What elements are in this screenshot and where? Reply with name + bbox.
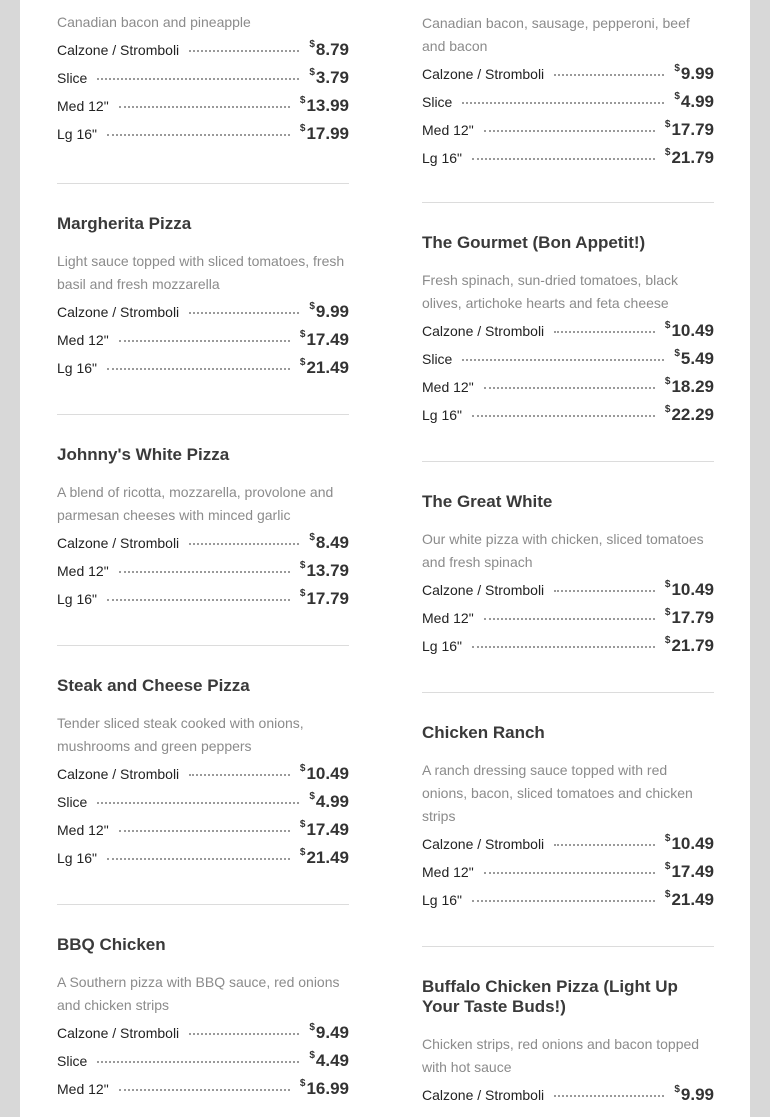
menu-item: [422, 233, 714, 433]
price-label: Slice: [57, 70, 88, 86]
price-label: Lg 16": [57, 360, 98, 376]
dot-leader: [189, 50, 299, 52]
dot-leader: [554, 590, 655, 592]
dot-leader: [484, 130, 655, 132]
price-row: [57, 96, 349, 124]
price: $4.99: [309, 791, 349, 811]
price: $22.29: [664, 404, 714, 424]
price-row: [422, 636, 714, 664]
price-row: [57, 533, 349, 561]
item-description: Our white pizza with chicken, sliced tomatoes and fresh spinach: [422, 531, 704, 570]
dot-leader: [119, 571, 290, 573]
price: $10.49: [664, 320, 714, 340]
price-label: Lg 16": [57, 591, 98, 607]
price-row: [57, 820, 349, 848]
price: $21.49: [664, 889, 714, 909]
price-row: [422, 1085, 714, 1113]
price-row: [422, 321, 714, 349]
price-row: [422, 64, 714, 92]
price-label: Slice: [57, 794, 88, 810]
dot-leader: [554, 74, 664, 76]
item-title: The Great White: [422, 492, 553, 511]
price-row: [422, 890, 714, 918]
menu-item: [57, 676, 349, 876]
price-row: [422, 608, 714, 636]
price-row: [57, 68, 349, 96]
price-label: Calzone / Stromboli: [422, 323, 545, 339]
price-label: Lg 16": [57, 850, 98, 866]
item-description: Chicken strips, red onions and bacon topped with hot sauce: [422, 1036, 700, 1075]
price: $8.49: [309, 532, 349, 552]
price-row: [57, 848, 349, 876]
dot-leader: [189, 1033, 299, 1035]
price: $17.79: [299, 588, 349, 608]
price-label: Calzone / Stromboli: [422, 582, 545, 598]
price-row: [57, 1023, 349, 1051]
price-row: [422, 862, 714, 890]
price-label: Med 12": [57, 98, 109, 114]
price-row: [57, 124, 349, 152]
price: $17.49: [299, 819, 349, 839]
price: $21.49: [299, 357, 349, 377]
price-label: Med 12": [422, 122, 474, 138]
item-description: A Southern pizza with BBQ sauce, red onions and chicken strips: [57, 974, 340, 1013]
price-row: [57, 358, 349, 386]
item-title: Chicken Ranch: [422, 723, 545, 742]
price-row: [57, 1079, 349, 1107]
menu-item: [422, 12, 714, 176]
dot-leader: [189, 774, 290, 776]
menu-item: [422, 492, 714, 664]
price: $17.49: [299, 329, 349, 349]
dot-leader: [107, 599, 290, 601]
price: $5.49: [674, 348, 714, 368]
price-label: Calzone / Stromboli: [422, 66, 545, 82]
price-label: Lg 16": [422, 638, 463, 654]
price: $10.49: [664, 833, 714, 853]
item-title: Margherita Pizza: [57, 214, 192, 233]
price-label: Slice: [422, 94, 453, 110]
price: $21.79: [664, 635, 714, 655]
dot-leader: [484, 387, 655, 389]
price: $16.99: [299, 1078, 349, 1098]
price-row: [422, 92, 714, 120]
price-row: [422, 377, 714, 405]
divider: [422, 202, 714, 203]
divider: [57, 645, 349, 646]
price: $13.99: [299, 95, 349, 115]
item-description: A ranch dressing sauce topped with red onions, bacon, sliced tomatoes and chicken strips: [422, 762, 693, 824]
price-row: [422, 120, 714, 148]
dot-leader: [189, 543, 299, 545]
dot-leader: [554, 844, 655, 846]
dot-leader: [119, 106, 290, 108]
item-description: Canadian bacon, sausage, pepperoni, beef and bacon: [422, 15, 690, 54]
dot-leader: [472, 900, 655, 902]
price-row: [57, 792, 349, 820]
dot-leader: [97, 78, 299, 80]
item-title: BBQ Chicken: [57, 935, 166, 954]
menu-item: [57, 445, 349, 617]
price: $9.99: [309, 301, 349, 321]
dot-leader: [554, 1095, 664, 1097]
dot-leader: [107, 134, 290, 136]
menu-item: [57, 11, 349, 152]
divider: [422, 692, 714, 693]
dot-leader: [189, 312, 299, 314]
divider: [57, 414, 349, 415]
price-label: Med 12": [422, 379, 474, 395]
price-row: [57, 302, 349, 330]
price: $13.79: [299, 560, 349, 580]
price-label: Calzone / Stromboli: [57, 304, 180, 320]
dot-leader: [119, 830, 290, 832]
price-row: [57, 589, 349, 617]
dot-leader: [97, 1061, 299, 1063]
price-row: [57, 1051, 349, 1079]
item-title: Steak and Cheese Pizza: [57, 676, 250, 695]
price-label: Lg 16": [422, 407, 463, 423]
dot-leader: [462, 359, 664, 361]
price-label: Calzone / Stromboli: [422, 1087, 545, 1103]
price: $10.49: [664, 579, 714, 599]
divider: [422, 946, 714, 947]
price-label: Med 12": [57, 563, 109, 579]
price-row: [57, 764, 349, 792]
price-label: Calzone / Stromboli: [422, 836, 545, 852]
price: $21.49: [299, 847, 349, 867]
price-row: [57, 40, 349, 68]
item-description: Canadian bacon and pineapple: [57, 14, 251, 30]
dot-leader: [484, 872, 655, 874]
divider: [57, 183, 349, 184]
price-label: Med 12": [422, 610, 474, 626]
item-description: Light sauce topped with sliced tomatoes, fresh basil and fresh mozzarella: [57, 253, 345, 292]
price: $9.99: [674, 1084, 714, 1104]
price-label: Calzone / Stromboli: [57, 766, 180, 782]
price-row: [422, 405, 714, 433]
item-description: A blend of ricotta, mozzarella, provolone and parmesan cheeses with minced garlic: [57, 484, 334, 523]
price: $9.49: [309, 1022, 349, 1042]
menu-item: [422, 977, 714, 1113]
dot-leader: [119, 340, 290, 342]
price: $3.79: [309, 67, 349, 87]
divider: [57, 904, 349, 905]
price: $4.99: [674, 91, 714, 111]
divider: [422, 461, 714, 462]
price-row: [422, 834, 714, 862]
price: $17.79: [664, 119, 714, 139]
dot-leader: [107, 858, 290, 860]
price: $10.49: [299, 763, 349, 783]
price-label: Med 12": [422, 864, 474, 880]
price-label: Med 12": [57, 1081, 109, 1097]
dot-leader: [97, 802, 299, 804]
price-label: Calzone / Stromboli: [57, 535, 180, 551]
dot-leader: [472, 646, 655, 648]
item-title: Buffalo Chicken Pizza (Light Up Your Taste Buds!): [422, 977, 678, 1016]
dot-leader: [107, 368, 290, 370]
price: $18.29: [664, 376, 714, 396]
menu-item: [57, 935, 349, 1107]
price: $17.79: [664, 607, 714, 627]
menu-item: [422, 723, 714, 918]
price: $8.79: [309, 39, 349, 59]
price-label: Calzone / Stromboli: [57, 1025, 180, 1041]
price-label: Lg 16": [422, 892, 463, 908]
item-title: The Gourmet (Bon Appetit!): [422, 233, 646, 252]
price-label: Calzone / Stromboli: [57, 42, 180, 58]
dot-leader: [554, 331, 655, 333]
price: $21.79: [664, 147, 714, 167]
price-row: [57, 330, 349, 358]
dot-leader: [472, 415, 655, 417]
price-label: Med 12": [57, 822, 109, 838]
price-label: Slice: [57, 1053, 88, 1069]
item-title: Johnny's White Pizza: [57, 445, 230, 464]
price-label: Slice: [422, 351, 453, 367]
price-label: Lg 16": [57, 126, 98, 142]
dot-leader: [484, 618, 655, 620]
menu-page: [20, 0, 750, 1117]
price-label: Lg 16": [422, 150, 463, 166]
price-row: [422, 349, 714, 377]
price-row: [422, 580, 714, 608]
price: $17.99: [299, 123, 349, 143]
item-description: Tender sliced steak cooked with onions, mushrooms and green peppers: [57, 715, 304, 754]
dot-leader: [119, 1089, 290, 1091]
price-row: [57, 561, 349, 589]
item-description: Fresh spinach, sun-dried tomatoes, black olives, artichoke hearts and feta cheese: [422, 272, 679, 311]
price-row: [422, 148, 714, 176]
price-label: Med 12": [57, 332, 109, 348]
dot-leader: [462, 102, 664, 104]
price: $17.49: [664, 861, 714, 881]
price: $4.49: [309, 1050, 349, 1070]
price: $9.99: [674, 63, 714, 83]
menu-item: [57, 214, 349, 386]
dot-leader: [472, 158, 655, 160]
